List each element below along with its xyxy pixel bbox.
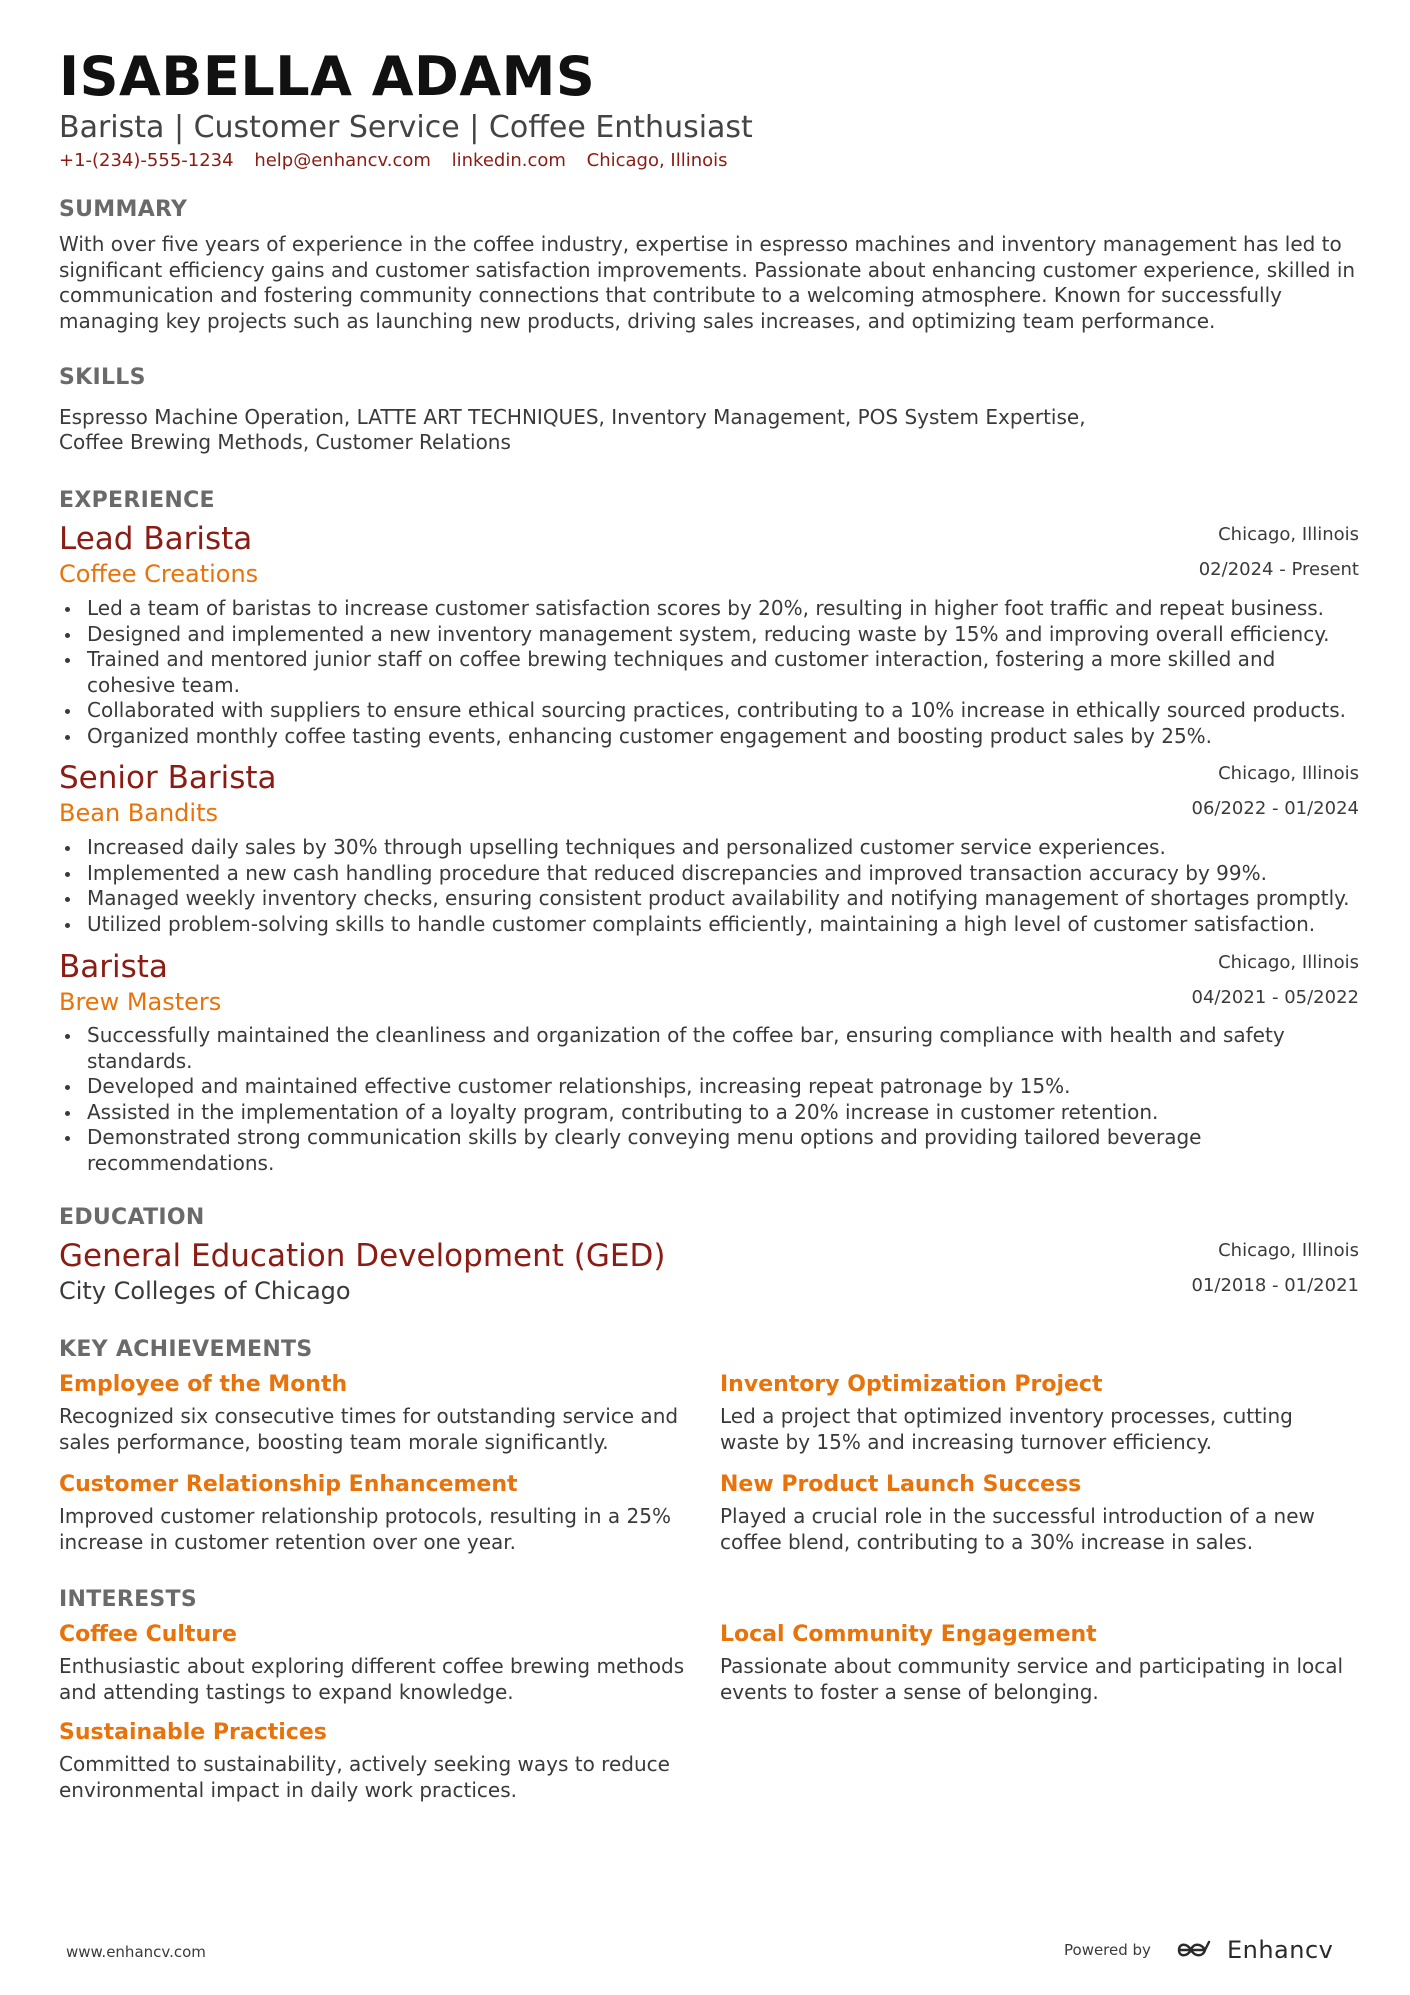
job-location: Chicago, Illinois — [1218, 952, 1359, 973]
achievement-desc: Led a project that optimized inventory processes, cutting waste by 15% and increasing turnover efficiency. — [720, 1404, 1293, 1454]
enhancv-logo-icon — [1175, 1938, 1219, 1962]
interest-item — [720, 1621, 1350, 1705]
interest-desc: Passionate about community service and participating in local events to foster a sense of belonging. — [720, 1654, 1344, 1704]
job-bullet: Implemented a new cash handling procedure that reduced discrepancies and improved transaction accuracy by 99%. — [59, 861, 1359, 887]
job-bullets — [59, 835, 1359, 937]
summary-heading: SUMMARY — [59, 197, 188, 222]
achievement-title: New Product Launch Success — [720, 1472, 1082, 1497]
job-dates: 06/2022 - 01/2024 — [1191, 798, 1359, 819]
achievement-desc: Recognized six consecutive times for outstanding service and sales performance, boosting team morale significantly. — [59, 1404, 679, 1454]
skills-line-1: Espresso Machine Operation, LATTE ART TECHNIQUES, Inventory Management, POS System Expertise, — [59, 405, 1086, 429]
contact-email[interactable]: help@enhancv.com — [254, 150, 431, 171]
candidate-name: ISABELLA ADAMS — [59, 45, 596, 108]
job-bullet: Demonstrated strong communication skills by clearly conveying menu options and providing tailored beverage recommendations. — [59, 1125, 1359, 1176]
contact-line — [59, 150, 743, 171]
achievement-title: Customer Relationship Enhancement — [59, 1472, 518, 1497]
job-role: Senior Barista — [59, 760, 277, 796]
skills-heading: SKILLS — [59, 365, 146, 390]
brand-name: Enhancv — [1226, 1936, 1334, 1964]
skills-line-2: Coffee Brewing Methods, Customer Relations — [59, 430, 511, 454]
job-role: Lead Barista — [59, 521, 253, 557]
job-bullets — [59, 596, 1359, 749]
interest-item — [59, 1719, 689, 1803]
contact-linkedin[interactable]: linkedin.com — [451, 150, 566, 171]
candidate-headline: Barista | Customer Service | Coffee Enthusiast — [59, 110, 753, 145]
job-bullet: Organized monthly coffee tasting events, enhancing customer engagement and boosting product sales by 25%. — [59, 724, 1359, 750]
footer-branding[interactable] — [1064, 1936, 1333, 1964]
interests-heading: INTERESTS — [59, 1587, 197, 1612]
education-school: City Colleges of Chicago — [59, 1277, 351, 1305]
achievement-item — [59, 1371, 689, 1455]
interest-title: Local Community Engagement — [720, 1622, 1097, 1647]
achievement-item — [59, 1471, 689, 1555]
job-bullets — [59, 1023, 1359, 1176]
achievement-desc: Played a crucial role in the successful introduction of a new coffee blend, contributing to a 30% increase in sales. — [720, 1504, 1315, 1554]
achievement-title: Employee of the Month — [59, 1372, 348, 1397]
job-bullet: Designed and implemented a new inventory management system, reducing waste by 15% and improving overall efficiency. — [59, 622, 1359, 648]
job-bullet: Increased daily sales by 30% through upselling techniques and personalized customer service experiences. — [59, 835, 1359, 861]
job-bullet: Developed and maintained effective customer relationships, increasing repeat patronage by 15%. — [59, 1074, 1359, 1100]
job-company: Bean Bandits — [59, 799, 218, 827]
interest-title: Coffee Culture — [59, 1622, 237, 1647]
job-dates: 04/2021 - 05/2022 — [1191, 987, 1359, 1008]
job-company: Brew Masters — [59, 988, 222, 1016]
job-role: Barista — [59, 949, 168, 985]
interest-title: Sustainable Practices — [59, 1720, 327, 1745]
education-location: Chicago, Illinois — [1218, 1240, 1359, 1261]
job-location: Chicago, Illinois — [1218, 524, 1359, 545]
education-dates: 01/2018 - 01/2021 — [1191, 1275, 1359, 1296]
interest-desc: Committed to sustainability, actively seeking ways to reduce environmental impact in daily work practices. — [59, 1752, 670, 1802]
achievement-desc: Improved customer relationship protocols, resulting in a 25% increase in customer retention over one year. — [59, 1504, 671, 1554]
job-bullet: Collaborated with suppliers to ensure ethical sourcing practices, contributing to a 10% increase in ethically sourced products. — [59, 698, 1359, 724]
education-heading: EDUCATION — [59, 1205, 205, 1230]
job-dates: 02/2024 - Present — [1198, 559, 1359, 580]
achievement-item — [720, 1471, 1350, 1555]
achievement-item — [720, 1371, 1350, 1455]
job-bullet: Utilized problem-solving skills to handle customer complaints efficiently, maintaining a high level of customer satisfaction. — [59, 912, 1359, 938]
experience-heading: EXPERIENCE — [59, 488, 215, 513]
achievement-title: Inventory Optimization Project — [720, 1372, 1103, 1397]
education-degree: General Education Development (GED) — [59, 1238, 666, 1274]
interest-desc: Enthusiastic about exploring different coffee brewing methods and attending tastings to expand knowledge. — [59, 1654, 685, 1704]
achievements-heading: KEY ACHIEVEMENTS — [59, 1337, 313, 1362]
interest-item — [59, 1621, 689, 1705]
summary-text: With over five years of experience in the coffee industry, expertise in espresso machines and inventory management has led to significant efficiency gains and customer satisfaction improvements. Passionate about enhancing customer experience, skilled in communication and fostering community connections that contribute to a welcoming atmosphere. Known for successfully managing key projects such as launching new products, driving sales increases, and optimizing team performance. — [59, 232, 1356, 333]
job-bullet: Trained and mentored junior staff on coffee brewing techniques and customer interaction, fostering a more skilled and cohesive team. — [59, 647, 1359, 698]
powered-by-label: Powered by — [1064, 1941, 1151, 1959]
contact-phone[interactable]: +1-(234)-555-1234 — [59, 150, 234, 171]
job-bullet: Led a team of baristas to increase customer satisfaction scores by 20%, resulting in higher foot traffic and repeat business. — [59, 596, 1359, 622]
footer-website[interactable]: www.enhancv.com — [66, 1943, 206, 1961]
job-company: Coffee Creations — [59, 560, 259, 588]
job-location: Chicago, Illinois — [1218, 763, 1359, 784]
job-bullet: Successfully maintained the cleanliness and organization of the coffee bar, ensuring compliance with health and safety standards. — [59, 1023, 1359, 1074]
job-bullet: Assisted in the implementation of a loyalty program, contributing to a 20% increase in customer retention. — [59, 1100, 1359, 1126]
job-bullet: Managed weekly inventory checks, ensuring consistent product availability and notifying management of shortages promptly. — [59, 886, 1359, 912]
contact-location: Chicago, Illinois — [586, 150, 728, 171]
